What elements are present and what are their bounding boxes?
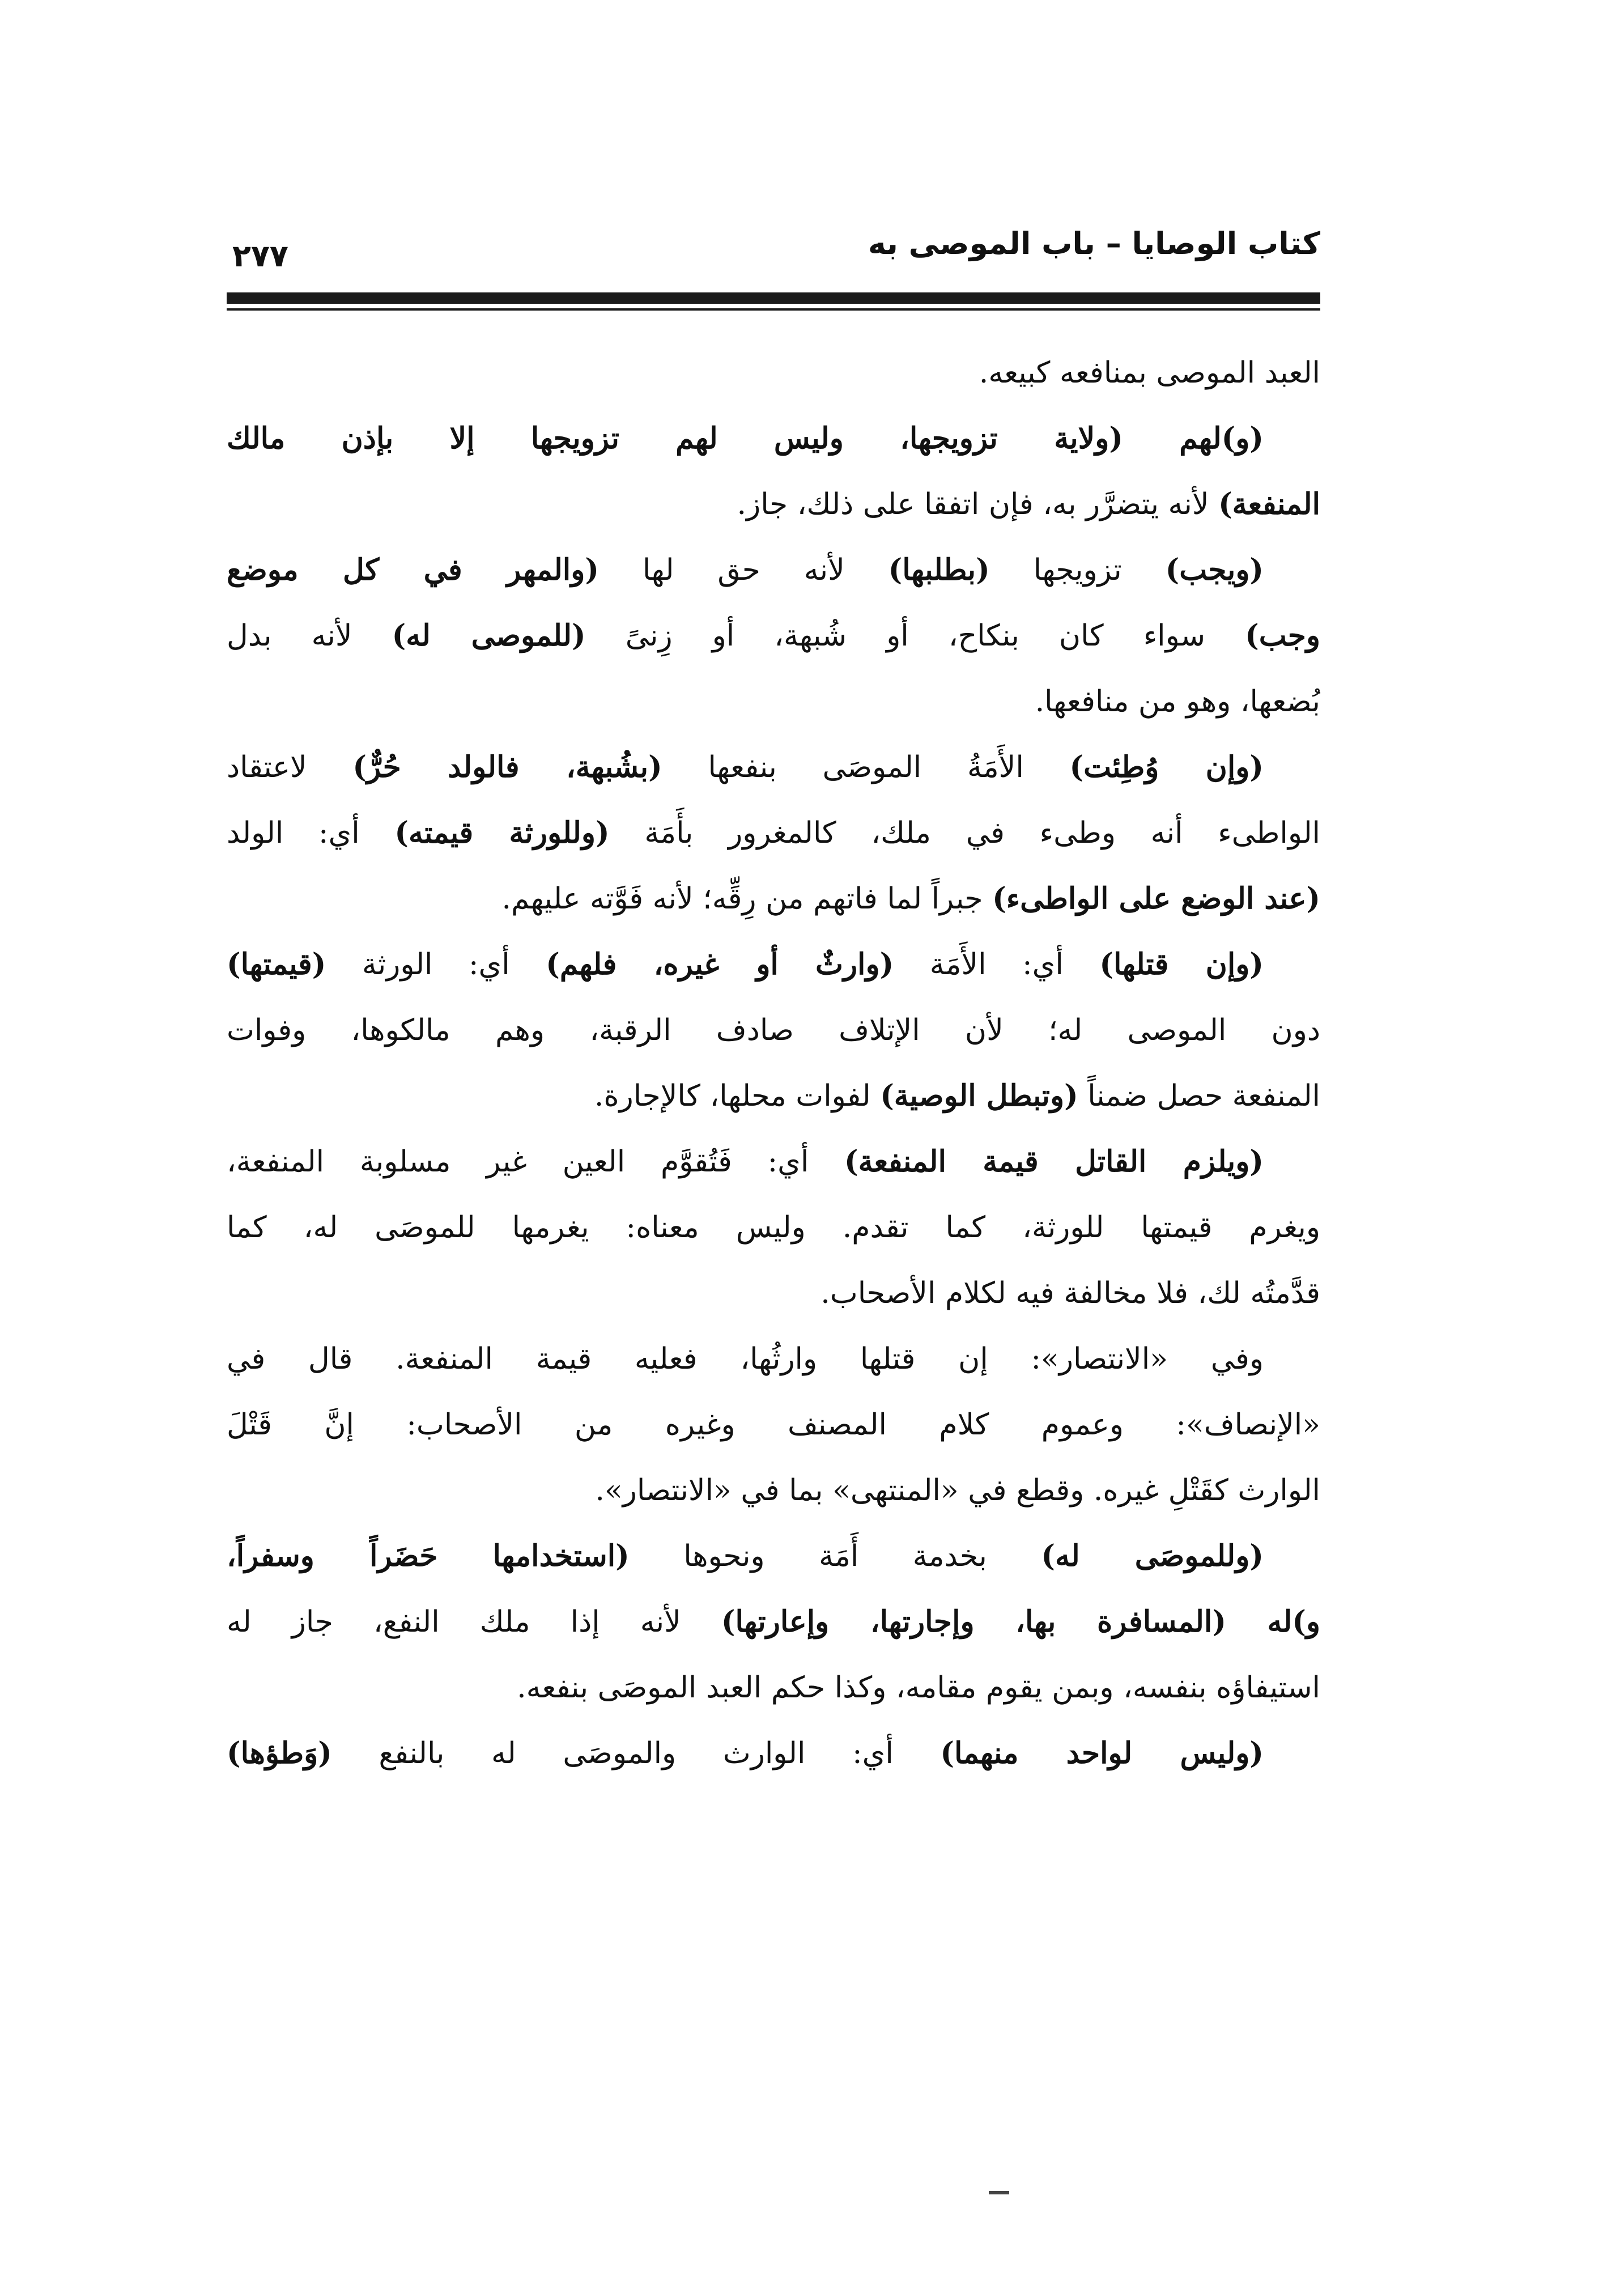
matn-text: (للموصى له) — [392, 618, 586, 653]
text-line — [227, 669, 1320, 734]
sharh-text: وفي «الانتصار»: إن قتلها وارثُها، فعليه قيمة المنفعة. قال في — [227, 1342, 1264, 1376]
sharh-text: سواء كان بنكاح، أو شُبهة، أو زِنىً — [585, 619, 1245, 653]
sharh-text: جبراً لما فاتهم من رِقِّه؛ لأنه فَوَّته عليهم. — [501, 882, 993, 916]
body-text — [227, 340, 1320, 1786]
matn-text: (والمهر في كل موضع — [227, 553, 599, 587]
text-line — [227, 1392, 1320, 1458]
sharh-text: لأنه إذا ملك النفع، جاز له — [227, 1605, 721, 1639]
text-line — [227, 997, 1320, 1063]
text-line — [227, 1523, 1320, 1589]
text-line — [227, 1326, 1320, 1392]
bottom-mark — [989, 2191, 1009, 2194]
matn-text: وجب) — [1245, 618, 1320, 653]
sharh-text: المنفعة حصل ضمناً — [1078, 1079, 1320, 1113]
matn-text: (قيمتها) — [227, 947, 326, 982]
matn-text: (وارثٌ أو غيره، فلهم) — [546, 947, 894, 982]
matn-text: (وللورثة قيمته) — [394, 816, 610, 850]
sharh-text: العبد الموصى بمنافعه كبيعه. — [979, 356, 1320, 390]
text-line — [227, 1589, 1320, 1655]
sharh-text: استيفاؤه بنفسه، وبمن يقوم مقامه، وكذا حكم العبد الموصَى بنفعه. — [517, 1671, 1320, 1705]
sharh-text: لأنه بدل — [227, 619, 392, 653]
matn-text: و)له (المسافرة بها، وإجارتها، وإعارتها) — [721, 1604, 1320, 1639]
sharh-text: ويغرم قيمتها للورثة، كما تقدم. وليس معناه: يغرمها للموصَى له، كما — [227, 1211, 1320, 1245]
text-line — [227, 800, 1320, 866]
text-line — [227, 1655, 1320, 1721]
matn-text: (استخدامها حَضَراً وسفراً، — [227, 1539, 630, 1573]
page-header — [227, 221, 1320, 278]
matn-text: (بطلبها) — [888, 553, 990, 587]
running-title: كتاب الوصايا – باب الموصى به — [868, 226, 1320, 261]
sharh-text: «الإنصاف»: وعموم كلام المصنف وغيره من الأصحاب: إنَّ قَتْلَ — [227, 1408, 1320, 1442]
matn-text: (ويلزم القاتل قيمة المنفعة) — [844, 1144, 1264, 1179]
sharh-text: لأنه حق لها — [598, 553, 888, 587]
text-line — [227, 537, 1320, 603]
sharh-text: أي: الأَمَة — [894, 948, 1100, 982]
text-line — [227, 866, 1320, 932]
sharh-text: أي: الوارث والموصَى له بالنفع — [331, 1736, 941, 1770]
sharh-text: تزويجها — [989, 553, 1166, 587]
text-line — [227, 472, 1320, 537]
matn-text: (وليس لواحد منهما) — [940, 1736, 1264, 1770]
text-line — [227, 1458, 1320, 1523]
header-rule-thin — [227, 308, 1320, 311]
matn-text: المنفعة) — [1218, 487, 1320, 521]
matn-text: (عند الوضع على الواطىء) — [992, 881, 1320, 916]
matn-text: (و)لهم (ولاية تزويجها، وليس لهم تزويجها إلا بإذن مالك — [227, 421, 1264, 456]
text-line — [227, 603, 1320, 669]
sharh-text: الأَمَةُ الموصَى بنفعها — [662, 750, 1070, 784]
text-line — [227, 1195, 1320, 1260]
matn-text: (وإن قتلها) — [1099, 947, 1264, 982]
sharh-text: أي: الورثة — [326, 948, 546, 982]
matn-text: (وتبطل الوصية) — [880, 1078, 1078, 1113]
text-line — [227, 734, 1320, 800]
sharh-text: أي: الولد — [227, 816, 395, 850]
text-line — [227, 1260, 1320, 1326]
matn-text: (وَطؤها) — [227, 1736, 332, 1770]
text-line — [227, 340, 1320, 406]
sharh-text: الواطىء أنه وطىء في ملك، كالمغرور بأَمَة — [609, 816, 1320, 850]
sharh-text: لفوات محلها، كالإجارة. — [594, 1079, 881, 1113]
sharh-text: بخدمة أَمَة ونحوها — [629, 1539, 1041, 1573]
text-line — [227, 932, 1320, 997]
text-line — [227, 406, 1320, 472]
matn-text: (وللموصَى له) — [1041, 1539, 1264, 1573]
sharh-text: قدَّمتُه لك، فلا مخالفة فيه لكلام الأصحاب. — [820, 1276, 1320, 1310]
sharh-text: لاعتقاد — [227, 750, 353, 784]
sharh-text: بُضعها، وهو من منافعها. — [1035, 685, 1320, 719]
matn-text: (ويجب) — [1165, 553, 1264, 587]
matn-text: (وإن وُطِئت) — [1069, 750, 1264, 784]
text-line — [227, 1129, 1320, 1195]
text-line — [227, 1721, 1320, 1786]
text-line — [227, 1063, 1320, 1129]
page-number: ٢٧٧ — [232, 238, 288, 274]
sharh-text: الوارث كقَتْلِ غيره. وقطع في «المنتهى» بما في «الانتصار». — [595, 1474, 1320, 1508]
sharh-text: لأنه يتضرَّر به، فإن اتفقا على ذلك، جاز. — [737, 487, 1219, 521]
sharh-text: دون الموصى له؛ لأن الإتلاف صادف الرقبة، وهم مالكوها، وفوات — [227, 1013, 1320, 1047]
matn-text: (بشُبهة، فالولد حُرٌّ) — [352, 750, 662, 784]
sharh-text: أي: فَتُقوَّم العين غير مسلوبة المنفعة، — [227, 1145, 845, 1179]
header-rule-thick — [227, 292, 1320, 304]
